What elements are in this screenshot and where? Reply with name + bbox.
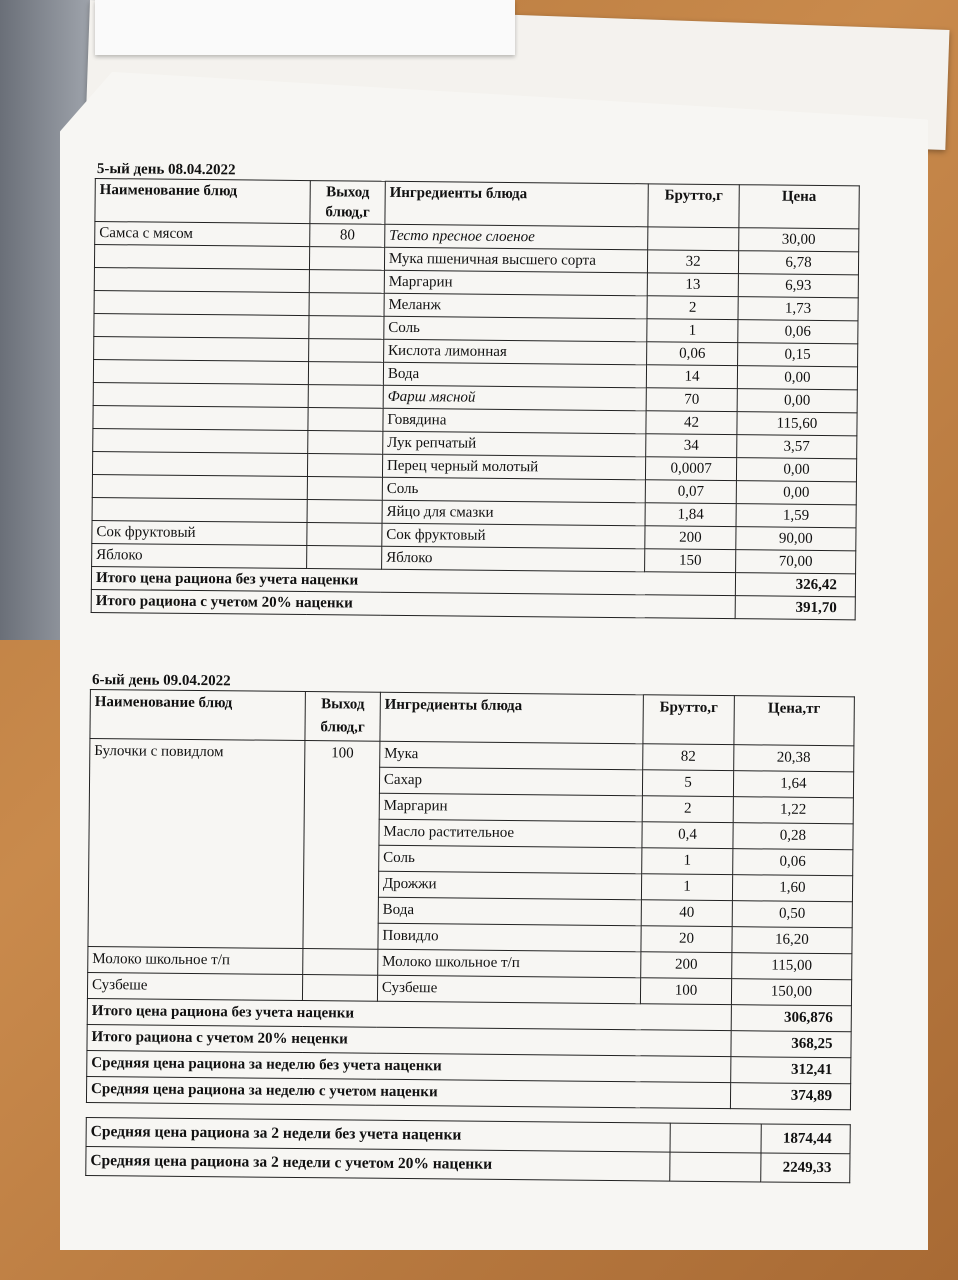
brutto-cell: 100 — [641, 978, 732, 1005]
dish-name-cell — [92, 474, 307, 499]
dish-name-cell — [93, 405, 308, 430]
ingredient-cell: Масло растительное — [379, 819, 643, 848]
dish-name-cell: Сузбеше — [87, 972, 302, 1000]
dish-output-cell — [303, 975, 378, 1002]
ingredient-cell: Тесто пресное слоеное — [385, 224, 649, 250]
brutto-cell: 1 — [642, 848, 733, 875]
dish-name-cell: Молоко школьное т/п — [88, 946, 303, 974]
empty-cell — [670, 1123, 761, 1153]
ingredient-cell: Повидло — [378, 923, 642, 952]
dish-name-cell — [94, 267, 309, 292]
ingredient-cell: Соль — [379, 845, 643, 874]
price-cell: 16,20 — [732, 927, 852, 954]
brutto-cell: 70 — [646, 388, 737, 412]
total-value: 312,41 — [730, 1057, 850, 1084]
ingredient-cell: Перец черный молотый — [382, 454, 646, 480]
price-cell: 0,28 — [733, 823, 853, 850]
dish-output-cell — [308, 454, 383, 478]
header-output: Выход блюд,г — [305, 692, 380, 742]
dish-name-cell — [92, 451, 307, 476]
ingredient-cell: Молоко школьное т/п — [378, 949, 642, 978]
header-output: Выход блюд,г — [310, 181, 385, 225]
dish-name-cell — [94, 313, 309, 338]
header-brutto: Брутто,г — [648, 184, 739, 228]
ingredient-cell: Фарш мясной — [383, 385, 647, 411]
day6-header-row — [90, 689, 854, 745]
dish-output-cell — [309, 316, 384, 340]
ingredient-cell: Маргарин — [379, 793, 643, 822]
dish-output-cell — [308, 431, 383, 455]
price-cell: 0,06 — [738, 320, 858, 344]
brutto-cell: 82 — [643, 744, 734, 771]
total-label: Средняя цена рациона за неделю без учета наценки — [87, 1050, 731, 1082]
brutto-cell: 13 — [647, 273, 738, 297]
brutto-cell: 150 — [645, 549, 736, 573]
brutto-cell: 42 — [646, 411, 737, 435]
brutto-cell: 200 — [641, 952, 732, 979]
dish-output-cell — [307, 546, 382, 570]
total-value: 391,70 — [735, 596, 855, 620]
ingredient-cell: Меланж — [384, 293, 648, 319]
ingredient-cell: Яйцо для смазки — [382, 500, 646, 526]
price-cell: 70,00 — [735, 550, 855, 574]
dish-name-cell — [94, 290, 309, 315]
header-name: Наименование блюд — [95, 179, 311, 224]
ingredient-cell: Соль — [382, 477, 646, 503]
dish-name-cell: Сок фруктовый — [92, 520, 307, 545]
ingredient-cell: Вода — [383, 362, 647, 388]
brutto-cell: 2 — [642, 796, 733, 823]
brutto-cell: 0,4 — [642, 822, 733, 849]
header-ingredients: Ингредиенты блюда — [380, 692, 644, 744]
brutto-cell: 0,0007 — [646, 457, 737, 481]
day6-title: 6-ый день 09.04.2022 — [91, 671, 231, 690]
dish-output-cell — [307, 523, 382, 547]
header-price: Цена — [739, 185, 860, 229]
empty-cell — [670, 1152, 761, 1182]
ingredient-cell: Сузбеше — [377, 975, 641, 1004]
brutto-cell: 14 — [647, 365, 738, 389]
dish-name-cell: Самса с мясом — [95, 222, 310, 247]
total-label: Средняя цена рациона за 2 недели с учетом 20% наценки — [86, 1146, 670, 1181]
total-label: Итого цена рациона без учета наценки — [87, 998, 731, 1030]
price-cell: 90,00 — [736, 527, 856, 551]
price-cell: 20,38 — [733, 745, 853, 772]
ingredient-cell: Мука — [380, 741, 644, 770]
dish-output-cell — [307, 500, 382, 524]
day5-title: 5-ый день 08.04.2022 — [96, 161, 236, 179]
price-cell: 0,15 — [737, 343, 857, 367]
price-cell: 6,93 — [738, 274, 858, 298]
dish-name-cell — [92, 497, 307, 522]
ingredient-cell: Яблоко — [381, 546, 645, 572]
brutto-cell: 5 — [643, 770, 734, 797]
header-name: Наименование блюд — [90, 689, 306, 740]
ingredient-cell: Говядина — [383, 408, 647, 434]
ingredient-cell: Кислота лимонная — [383, 339, 647, 365]
price-cell: 1,59 — [736, 504, 856, 528]
price-cell: 0,00 — [736, 458, 856, 482]
two-weeks-table — [85, 1117, 851, 1183]
day5-header-row — [95, 179, 859, 229]
brutto-cell: 1 — [642, 874, 733, 901]
dish-output-cell — [310, 270, 385, 294]
price-cell: 0,50 — [732, 901, 852, 928]
dish-name-cell — [93, 382, 308, 407]
total-value: 1874,44 — [761, 1124, 850, 1154]
dish-name-cell — [93, 359, 308, 384]
dish-name-cell: Яблоко — [92, 543, 307, 568]
total-label: Итого цена рациона без учета наценки — [91, 566, 735, 595]
price-cell: 0,00 — [736, 481, 856, 505]
total-value: 306,876 — [731, 1005, 851, 1032]
dish-name-cell — [94, 245, 309, 270]
dish-name-cell — [94, 336, 309, 361]
dish-output-cell — [309, 362, 384, 386]
day6-table — [86, 689, 855, 1110]
brutto-cell: 40 — [641, 900, 732, 927]
price-cell: 30,00 — [739, 228, 859, 252]
price-cell: 150,00 — [731, 979, 851, 1006]
brutto-cell: 1 — [647, 319, 738, 343]
price-cell: 6,78 — [738, 251, 858, 275]
dish-output-cell: 80 — [310, 224, 385, 248]
price-cell: 0,00 — [737, 389, 857, 413]
ingredient-cell: Дрожжи — [378, 871, 642, 900]
brutto-cell: 32 — [648, 250, 739, 274]
brutto-cell: 0,06 — [647, 342, 738, 366]
day5-table — [91, 178, 860, 620]
dish-output-cell — [308, 385, 383, 409]
brutto-cell: 20 — [641, 926, 732, 953]
header-price: Цена,тг — [734, 696, 855, 746]
header-ingredients: Ингредиенты блюда — [385, 181, 649, 227]
price-cell: 1,22 — [733, 797, 853, 824]
total-value: 326,42 — [735, 573, 855, 597]
dish-output-cell — [309, 293, 384, 317]
brutto-cell: 34 — [646, 434, 737, 458]
dish-output-cell — [309, 339, 384, 363]
dish-output-cell — [303, 949, 378, 976]
dish-output-cell — [308, 408, 383, 432]
total-label: Средняя цена рациона за неделю с учетом наценки — [86, 1076, 730, 1108]
ingredient-cell: Вода — [378, 897, 642, 926]
dish-output-cell — [310, 247, 385, 271]
ingredient-cell: Лук репчатый — [383, 431, 647, 457]
total-label: Итого рациона с учетом 20% наценки — [91, 589, 735, 618]
price-cell: 1,60 — [732, 875, 852, 902]
total-value: 2249,33 — [761, 1153, 850, 1183]
ingredient-cell: Мука пшеничная высшего сорта — [384, 247, 648, 273]
total-value: 374,89 — [730, 1083, 850, 1110]
total-value: 368,25 — [731, 1031, 851, 1058]
brutto-cell — [648, 227, 739, 251]
price-cell: 3,57 — [737, 435, 857, 459]
total-label: Итого рациона с учетом 20% неценки — [87, 1024, 731, 1056]
price-cell: 0,00 — [737, 366, 857, 390]
ingredient-cell: Соль — [384, 316, 648, 342]
price-cell: 1,73 — [738, 297, 858, 321]
brutto-cell: 1,84 — [645, 503, 736, 527]
price-cell: 115,00 — [731, 953, 851, 980]
ingredient-cell: Маргарин — [384, 270, 648, 296]
ingredient-cell: Сахар — [379, 767, 643, 796]
ingredient-cell: Сок фруктовый — [382, 523, 646, 549]
brutto-cell: 0,07 — [646, 480, 737, 504]
total-label: Средняя цена рациона за 2 недели без учета наценки — [86, 1117, 670, 1152]
dish-output-cell: 100 — [303, 741, 380, 950]
document-content — [85, 160, 860, 1183]
price-cell: 1,64 — [733, 771, 853, 798]
background-paper-strip — [95, 0, 515, 55]
header-brutto: Брутто,г — [643, 695, 734, 745]
brutto-cell: 200 — [645, 526, 736, 550]
price-cell: 0,06 — [732, 849, 852, 876]
dish-name-cell — [93, 428, 308, 453]
price-cell: 115,60 — [737, 412, 857, 436]
dish-output-cell — [308, 477, 383, 501]
dish-name-cell: Булочки с повидлом — [88, 738, 305, 948]
brutto-cell: 2 — [647, 296, 738, 320]
